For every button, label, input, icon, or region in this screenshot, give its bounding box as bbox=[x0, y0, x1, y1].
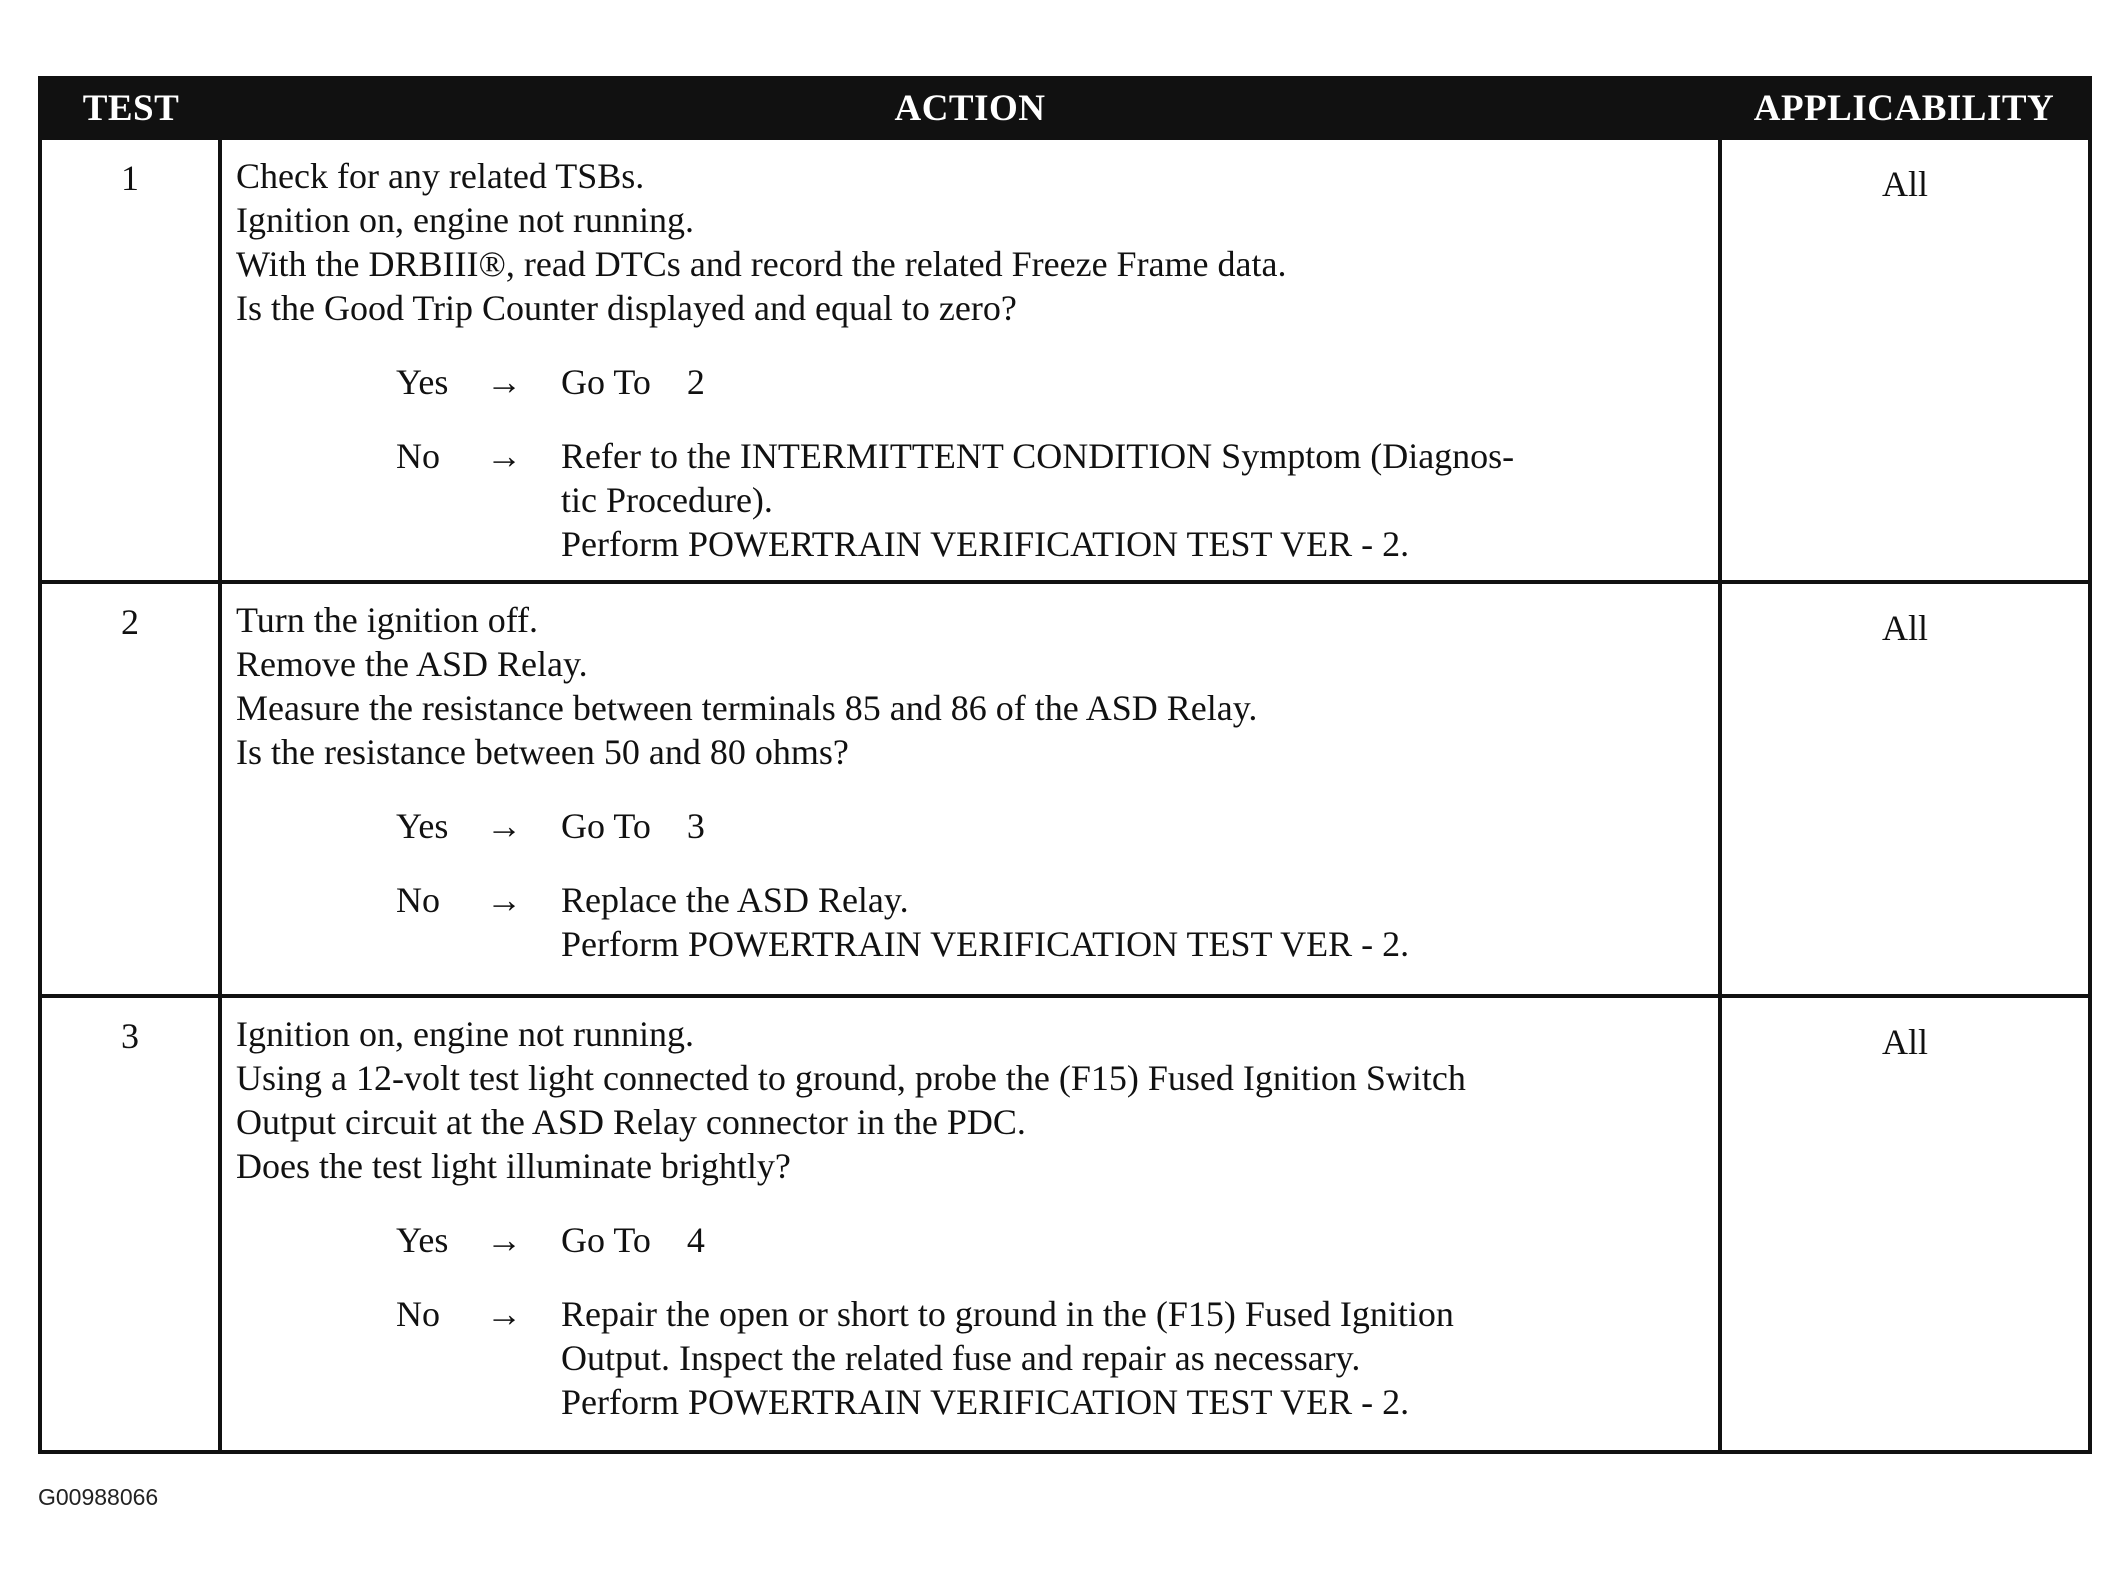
no-branch bbox=[396, 1292, 1706, 1424]
column-header-action: ACTION bbox=[220, 78, 1720, 138]
goto-instruction bbox=[561, 1218, 1706, 1262]
action-cell bbox=[220, 582, 1720, 996]
goto-instruction bbox=[561, 360, 1706, 404]
instruction-line: Repair the open or short to ground in the (F15) Fused Ignition bbox=[561, 1294, 1454, 1334]
action-step: Output circuit at the ASD Relay connector in the PDC. bbox=[236, 1102, 1026, 1142]
no-branch bbox=[396, 878, 1706, 966]
applicability-value: All bbox=[1720, 996, 2090, 1452]
action-step: Using a 12-volt test light connected to ground, probe the (F15) Fused Ignition Switch bbox=[236, 1058, 1466, 1098]
table-row bbox=[40, 996, 2090, 1452]
yes-branch bbox=[396, 360, 1706, 404]
goto-label: Go To bbox=[561, 806, 651, 846]
instruction-line: Perform POWERTRAIN VERIFICATION TEST VER - 2. bbox=[561, 524, 1410, 564]
no-instruction bbox=[561, 878, 1706, 966]
no-label: No bbox=[396, 1294, 440, 1334]
no-label: No bbox=[396, 880, 440, 920]
right-arrow-icon: → bbox=[486, 880, 522, 920]
figure-id: G00988066 bbox=[38, 1484, 159, 1510]
right-arrow-icon: → bbox=[486, 436, 522, 476]
no-instruction bbox=[561, 1292, 1706, 1424]
action-step: Is the Good Trip Counter displayed and equal to zero? bbox=[236, 288, 1017, 328]
table-row bbox=[40, 138, 2090, 582]
goto-target: 4 bbox=[686, 1220, 705, 1260]
right-arrow-icon: → bbox=[486, 806, 522, 846]
table-row bbox=[40, 582, 2090, 996]
test-number: 3 bbox=[40, 996, 220, 1452]
right-arrow-icon: → bbox=[486, 1294, 522, 1334]
yes-label: Yes bbox=[396, 806, 449, 846]
action-step: Does the test light illuminate brightly? bbox=[236, 1146, 791, 1186]
action-step: Remove the ASD Relay. bbox=[236, 644, 588, 684]
action-step: With the DRBIII®, read DTCs and record the related Freeze Frame data. bbox=[236, 244, 1287, 284]
applicability-value: All bbox=[1720, 138, 2090, 582]
decision-branches bbox=[236, 1218, 1706, 1424]
goto-label: Go To bbox=[561, 362, 651, 402]
action-step: Ignition on, engine not running. bbox=[236, 200, 694, 240]
instruction-line: Refer to the INTERMITTENT CONDITION Symptom (Diagnos- bbox=[561, 436, 1515, 476]
column-header-test: TEST bbox=[40, 78, 220, 138]
instruction-line: Output. Inspect the related fuse and repair as necessary. bbox=[561, 1338, 1361, 1378]
decision-branches bbox=[236, 360, 1706, 566]
table-header-row bbox=[40, 78, 2090, 138]
instruction-line: Perform POWERTRAIN VERIFICATION TEST VER - 2. bbox=[561, 924, 1410, 964]
yes-label: Yes bbox=[396, 1220, 449, 1260]
instruction-line: Replace the ASD Relay. bbox=[561, 880, 909, 920]
action-cell bbox=[220, 996, 1720, 1452]
action-step: Check for any related TSBs. bbox=[236, 156, 645, 196]
right-arrow-icon: → bbox=[486, 1220, 522, 1260]
instruction-line: Perform POWERTRAIN VERIFICATION TEST VER - 2. bbox=[561, 1382, 1410, 1422]
goto-instruction bbox=[561, 804, 1706, 848]
action-step: Is the resistance between 50 and 80 ohms? bbox=[236, 732, 849, 772]
yes-branch bbox=[396, 804, 1706, 848]
instruction-line: tic Procedure). bbox=[561, 480, 773, 520]
no-instruction bbox=[561, 434, 1706, 566]
goto-target: 2 bbox=[686, 362, 705, 402]
test-number: 2 bbox=[40, 582, 220, 996]
action-step: Measure the resistance between terminals 85 and 86 of the ASD Relay. bbox=[236, 688, 1258, 728]
diagnostic-test-table bbox=[38, 76, 2092, 1454]
yes-label: Yes bbox=[396, 362, 449, 402]
decision-branches bbox=[236, 804, 1706, 966]
right-arrow-icon: → bbox=[486, 362, 522, 402]
goto-label: Go To bbox=[561, 1220, 651, 1260]
no-branch bbox=[396, 434, 1706, 566]
action-step: Ignition on, engine not running. bbox=[236, 1014, 694, 1054]
goto-target: 3 bbox=[686, 806, 705, 846]
column-header-applicability: APPLICABILITY bbox=[1720, 78, 2090, 138]
yes-branch bbox=[396, 1218, 1706, 1262]
no-label: No bbox=[396, 436, 440, 476]
action-cell bbox=[220, 138, 1720, 582]
action-step: Turn the ignition off. bbox=[236, 600, 539, 640]
test-number: 1 bbox=[40, 138, 220, 582]
applicability-value: All bbox=[1720, 582, 2090, 996]
